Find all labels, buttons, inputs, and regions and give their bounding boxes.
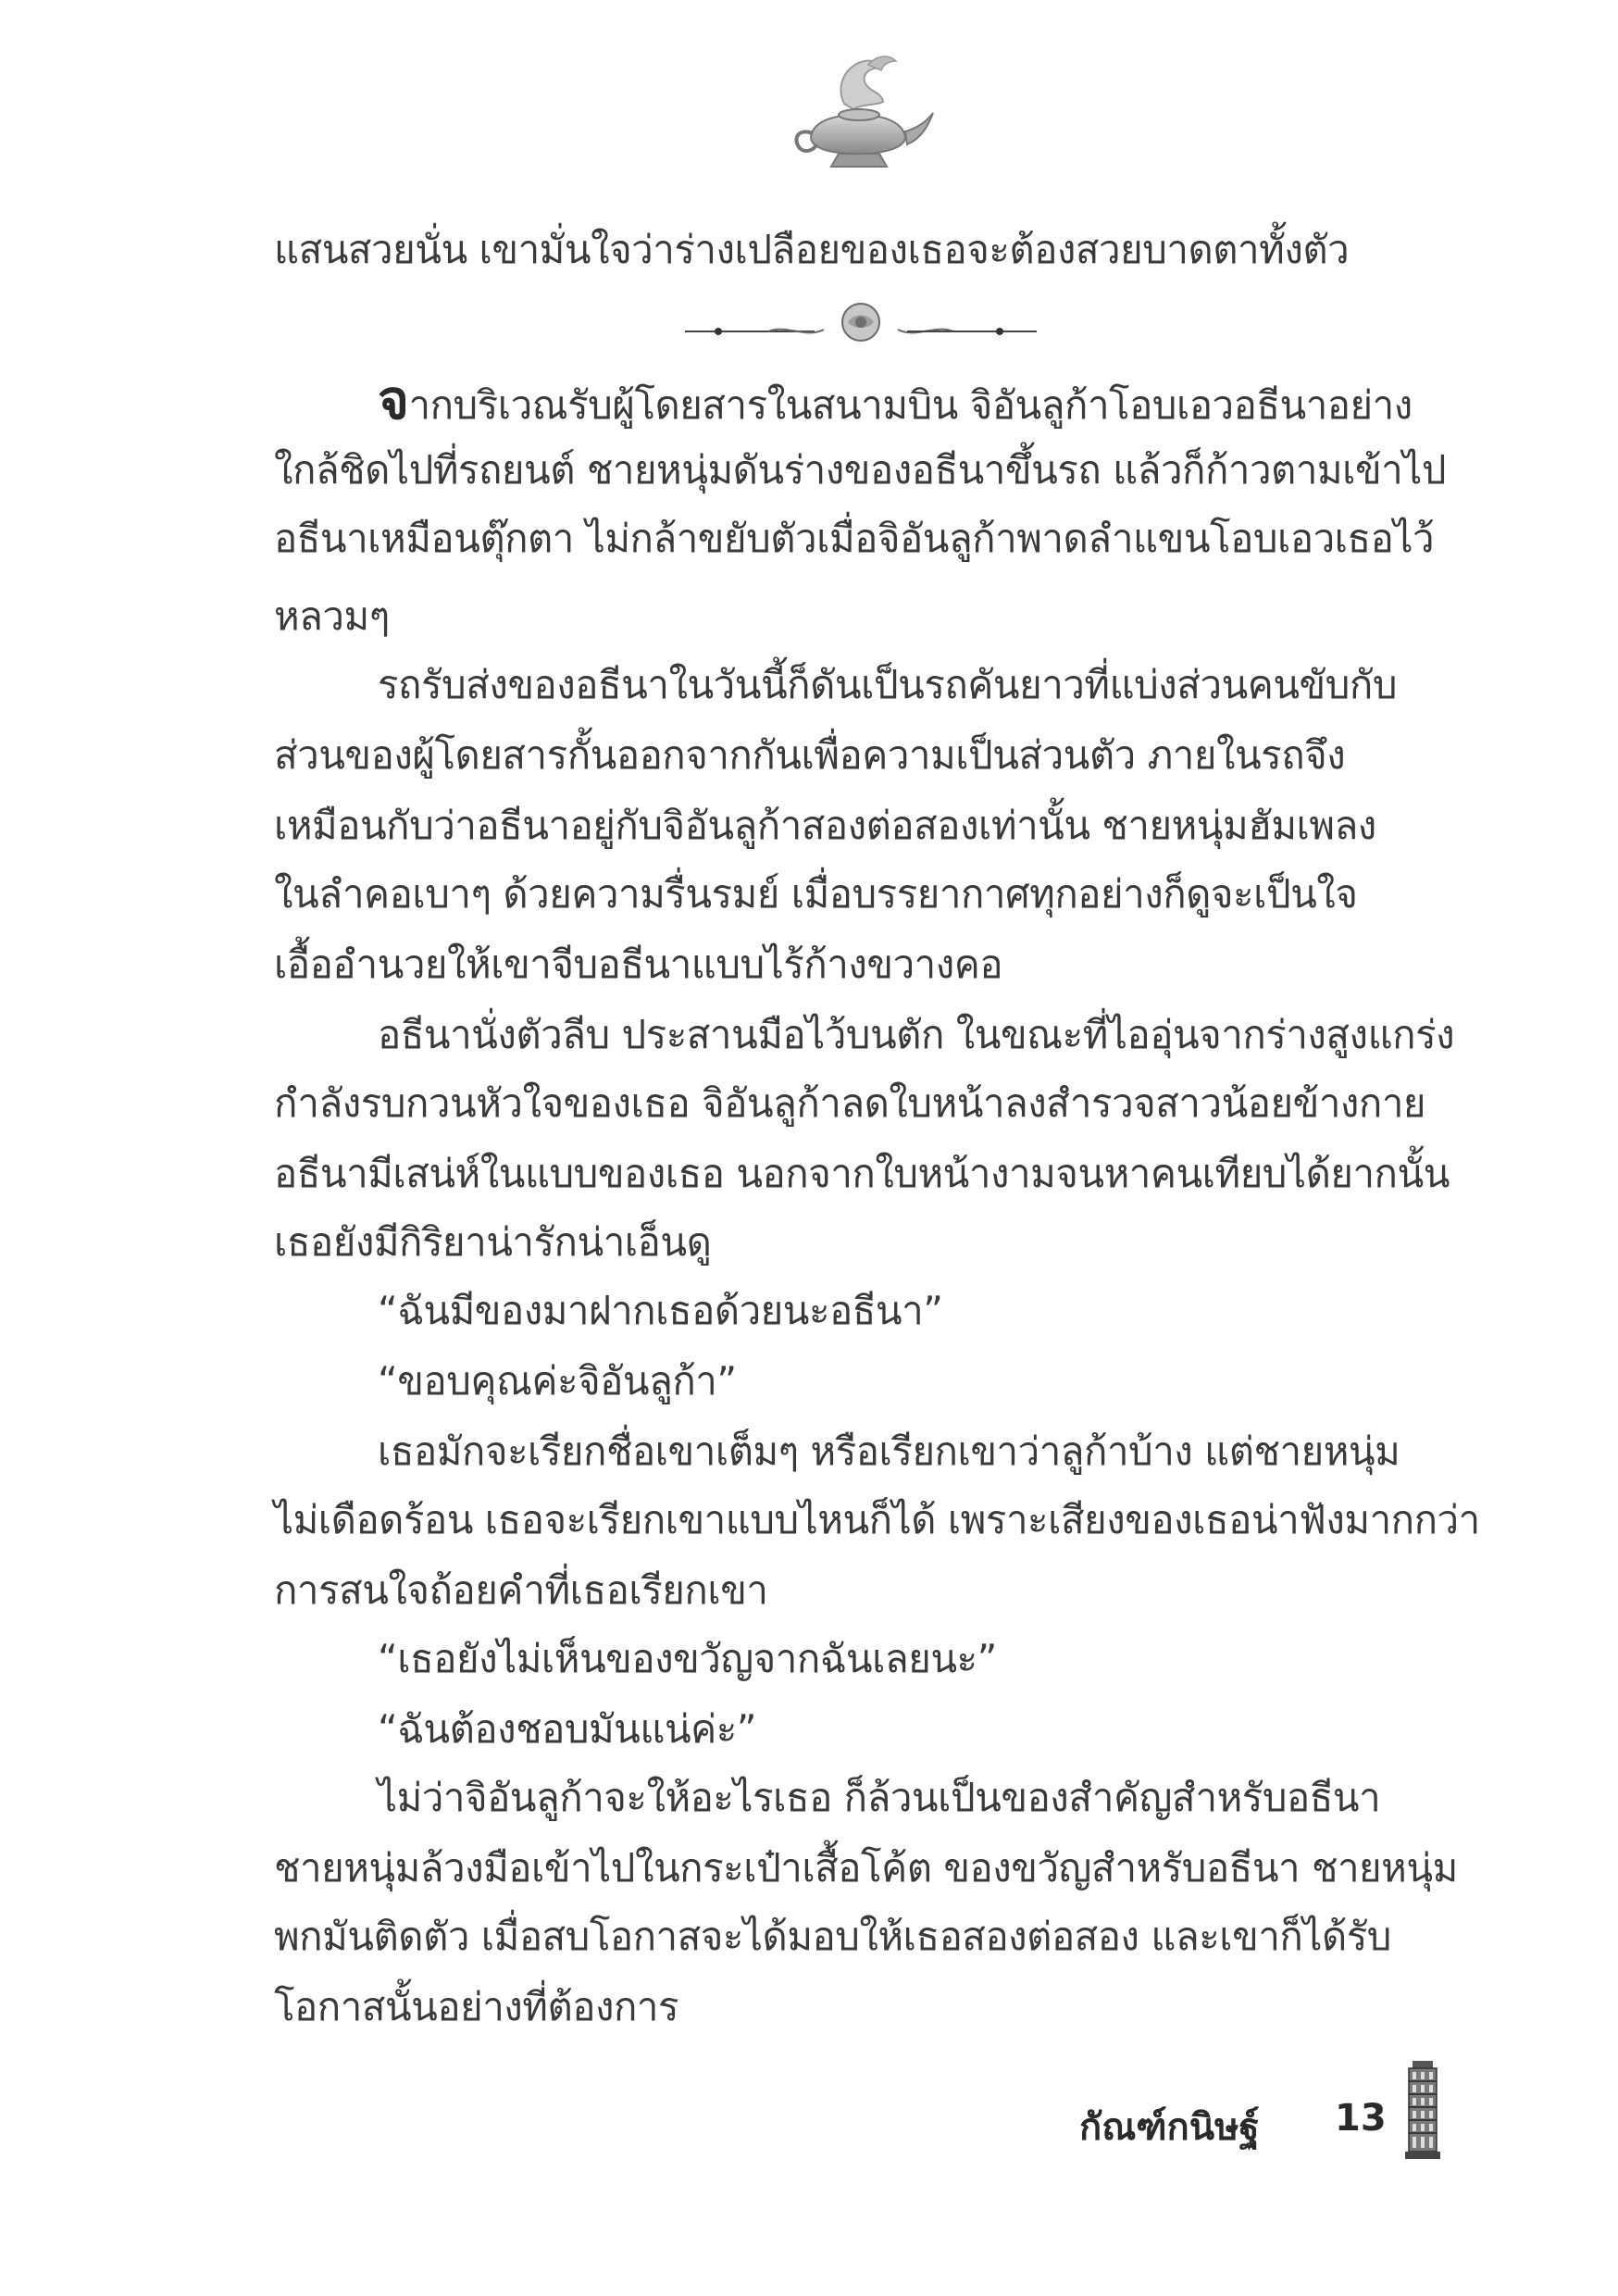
text-line: เธอมักจะเรียกชื่อเขาเต็มๆ หรือเรียกเขาว่าลูก้าบ้าง แต่ชายหนุ่ม (378, 1429, 1400, 1474)
text-line: ไม่เดือดร้อน เธอจะเรียกเขาแบบไหนก็ได้ เพราะเสียงของเธอน่าฟังมากกว่า (274, 1497, 1480, 1542)
dialogue-line: “ฉันต้องชอบมันแน่ค่ะ” (378, 1706, 757, 1752)
text-line: ชายหนุ่มล้วงมือเข้าไปในกระเป๋าเสื้อโค้ต ของขวัญสำหรับอธีนา ชายหนุ่ม (274, 1845, 1458, 1890)
text-line: ใกล้ชิดไปที่รถยนต์ ชายหนุ่มดันร่างของอธีนาขึ้นรถ แล้วก็ก้าวตามเข้าไป (274, 447, 1447, 493)
text-line: อธีนานั่งตัวลีบ ประสานมือไว้บนตัก ในขณะที่ไออุ่นจากร่างสูงแกร่ง (378, 1012, 1455, 1057)
text-line: การสนใจถ้อยคำที่เธอเรียกเขา (274, 1567, 768, 1613)
text-line: หลวมๆ (274, 593, 390, 639)
text-line: อธีนามีเสน่ห์ในแบบของเธอ นอกจากใบหน้างามจนหาคนเทียบได้ยากนั้น (274, 1151, 1450, 1196)
text-line: เอื้ออำนวยให้เขาจีบอธีนาแบบไร้ก้างขวางคอ (274, 942, 1003, 987)
text-line: โอกาสนั้นอย่างที่ต้องการ (274, 1984, 679, 2029)
dialogue-line: “เธอยังไม่เห็นของขวัญจากฉันเลยนะ” (378, 1636, 997, 1681)
text-line: กำลังรบกวนหัวใจของเธอ จิอันลูก้าลดใบหน้าลงสำรวจสาวน้อยข้างกาย (274, 1080, 1426, 1126)
leaning-tower-icon (1400, 2057, 1448, 2161)
dialogue-line: “ฉันมีของมาฝากเธอด้วยนะอธีนา” (378, 1288, 943, 1333)
rose-divider-icon (676, 296, 1046, 361)
genie-lamp-icon (779, 48, 937, 178)
text-line (378, 368, 1468, 433)
text-line: ในลำคอเบาๆ ด้วยความรื่นรมย์ เมื่อบรรยากาศทุกอย่างก็ดูจะเป็นใจ (274, 871, 1358, 917)
dialogue-line: “ขอบคุณค่ะจิอันลูก้า” (378, 1358, 737, 1404)
text-line: ไม่ว่าจิอันลูก้าจะให้อะไรเธอ ก็ล้วนเป็นของสำคัญสำหรับอธีนา (378, 1775, 1381, 1820)
text-line: รถรับส่งของอธีนาในวันนี้ก็ดันเป็นรถคันยาวที่แบ่งส่วนคนขับกับ (378, 662, 1398, 707)
text-line: พกมันติดตัว เมื่อสบโอกาสจะได้มอบให้เธอสองต่อสอง และเขาก็ได้รับ (274, 1914, 1391, 1959)
text-line: ส่วนของผู้โดยสารกั้นออกจากกันเพื่อความเป็นส่วนตัว ภายในรถจึง (274, 732, 1346, 778)
text-line: เหมือนกับว่าอธีนาอยู่กับจิอันลูก้าสองต่อสองเท่านั้น ชายหนุ่มฮัมเพลง (274, 803, 1376, 848)
text-line-rest: ากบริเวณรับผู้โดยสารในสนามบิน จิอันลูก้าโอบเอวอธีนาอย่าง (408, 382, 1413, 428)
book-title: กัณฑ์กนิษฐ์ (1079, 2106, 1260, 2149)
drop-cap: จ (378, 368, 409, 431)
text-line: เธอยังมีกิริยาน่ารักน่าเอ็นดู (274, 1219, 712, 1265)
text-line: อธีนาเหมือนตุ๊กตา ไม่กล้าขยับตัวเมื่อจิอันลูก้าพาดลำแขนโอบเอวเธอไว้ (274, 516, 1435, 561)
text-line: แสนสวยนั่น เขามั่นใจว่าร่างเปลือยของเธอจะต้องสวยบาดตาทั้งตัว (274, 227, 1350, 272)
page-number: 13 (1335, 2097, 1387, 2140)
